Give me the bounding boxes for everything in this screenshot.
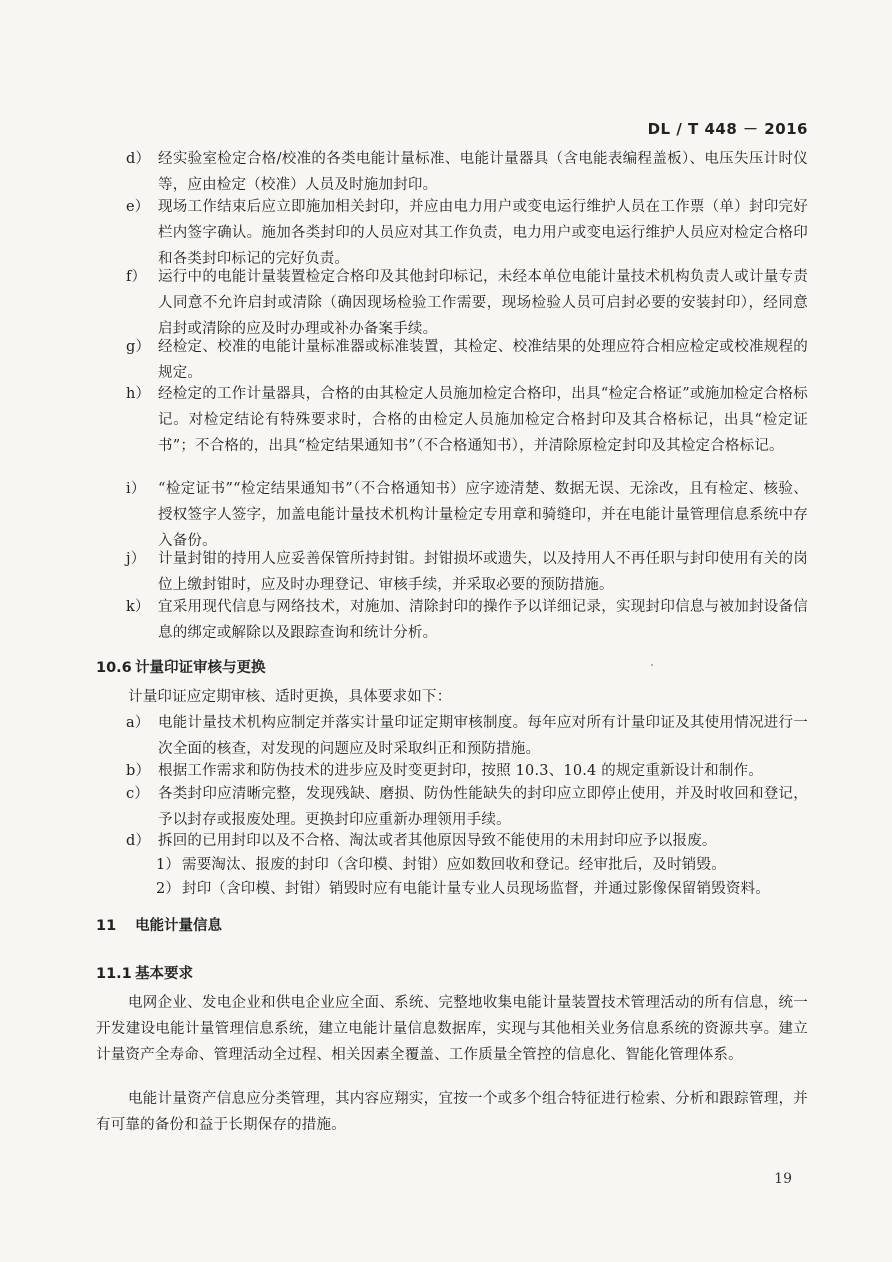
item-text: 经检定、校准的电能计量标准器或标准装置，其检定、校准结果的处理应符合相应检定或校准规程的规定。 (158, 339, 808, 381)
item-marker: d） (126, 151, 151, 167)
item-text: 电能计量技术机构应制定并落实计量印证定期审核制度。每年应对所有计量印证及其使用情况进行一次全面的核查，对发现的问题应及时采取纠正和预防措施。 (158, 715, 808, 757)
item-marker: d） (126, 833, 151, 849)
list-item (126, 710, 808, 762)
item-text: “检定证书”“检定结果通知书”（不合格通知书）应字迹清楚、数据无误、无涂改，且有检定、核验、授权签字人签字，加盖电能计量技术机构计量检定专用章和骑缝印，并在电能计量管理信息系统中存入备份。 (158, 481, 808, 549)
section-heading-11-1 (96, 962, 193, 983)
section-title: 基本要求 (135, 966, 194, 982)
item-text: 运行中的电能计量装置检定合格印及其他封印标记，未经本单位电能计量技术机构负责人或计量专责人同意不允许启封或清除（确因现场检验工作需要，现场检验人员可启封必要的安装封印），经同意启封或清除的应及时办理或补办备案手续。 (158, 269, 808, 337)
list-item (126, 146, 808, 198)
list-item (126, 381, 808, 459)
list-item (126, 194, 808, 272)
section-title: 电能计量信息 (135, 918, 223, 934)
list-item (126, 781, 808, 833)
item-marker: b） (126, 763, 151, 779)
item-marker: h） (126, 386, 151, 402)
item-text: 经实验室检定合格/校准的各类电能计量标准、电能计量器具（含电能表编程盖板）、电压失压计时仪等，应由检定（校准）人员及时施加封印。 (158, 151, 808, 193)
item-text: 计量封钳的持用人应妥善保管所持封钳。封钳损坏或遗失，以及持用人不再任职与封印使用有关的岗位上缴封钳时，应及时办理登记、审核手续，并采取必要的预防措施。 (158, 551, 808, 593)
item-text: 经检定的工作计量器具，合格的由其检定人员施加检定合格印，出具“检定合格证”或施加检定合格标记。对检定结论有特殊要求时，合格的由检定人员施加检定合格封印及其合格标记，出具“检定证书”；不合格的，出具“检定结果通知书”（不合格通知书），并清除原检定封印及其检定合格标记。 (158, 386, 808, 454)
item-text: 根据工作需求和防伪技术的进步应及时变更封印，按照 10.3、10.4 的规定重新设计和制作。 (158, 763, 763, 779)
section-number: 11.1 (96, 966, 132, 982)
item-marker: f） (126, 269, 147, 285)
section-lead: 计量印证应定期审核、适时更换，具体要求如下： (128, 689, 452, 705)
list-item (126, 828, 808, 854)
sub-item (156, 876, 806, 902)
body-paragraph: 电能计量资产信息应分类管理，其内容应翔实，宜按一个或多个组合特征进行检索、分析和跟踪管理，并有可靠的备份和益于长期保存的措施。 (96, 1091, 808, 1133)
item-marker: a） (126, 715, 150, 731)
list-item (126, 264, 808, 342)
page-number: 19 (774, 1171, 792, 1187)
item-marker: i） (126, 481, 146, 497)
section-number: 11 (96, 918, 117, 934)
sub-item-text: 封印（含印模、封钳）销毁时应有电能计量专业人员现场监督，并通过影像保留销毁资料。 (182, 881, 770, 897)
section-heading-11 (96, 914, 222, 935)
section-heading-10-6 (96, 656, 266, 677)
scan-speck (651, 664, 653, 666)
item-text: 现场工作结束后应立即施加相关封印，并应由电力用户或变电运行维护人员在工作票（单）封印完好栏内签字确认。施加各类封印的人员应对其工作负责，电力用户或变电运行维护人员应对检定合格印和各类封印标记的完好负责。 (158, 199, 808, 267)
item-text: 拆回的已用封印以及不合格、淘汰或者其他原因导致不能使用的未用封印应予以报废。 (158, 833, 717, 849)
body-paragraph: 电网企业、发电企业和供电企业应全面、系统、完整地收集电能计量装置技术管理活动的所有信息，统一开发建设电能计量管理信息系统，建立电能计量信息数据库，实现与其他相关业务信息系统的资源共享。建立计量资产全寿命、管理活动全过程、相关因素全覆盖、工作质量全管控的信息化、智能化管理体系。 (96, 995, 808, 1063)
list-item (126, 334, 808, 386)
item-text: 各类封印应清晰完整，发现残缺、磨损、防伪性能缺失的封印应立即停止使用，并及时收回和登记，予以封存或报废处理。更换封印应重新办理领用手续。 (158, 786, 808, 828)
section-title: 计量印证审核与更换 (135, 660, 266, 676)
list-item (126, 594, 808, 646)
sub-item-marker: 2） (156, 881, 181, 897)
section-number: 10.6 (96, 660, 132, 676)
item-marker: e） (126, 199, 150, 215)
list-item (126, 476, 808, 554)
item-marker: g） (126, 339, 151, 355)
sub-item (156, 852, 806, 878)
sub-item-marker: 1） (156, 857, 181, 873)
standard-code: DL / T 448 － 2016 (647, 120, 808, 138)
item-text: 宜采用现代信息与网络技术，对施加、清除封印的操作予以详细记录，实现封印信息与被加封设备信息的绑定或解除以及跟踪查询和统计分析。 (158, 599, 808, 641)
item-marker: j） (126, 551, 146, 567)
item-marker: k） (126, 599, 150, 615)
item-marker: c） (126, 786, 150, 802)
list-item (126, 546, 808, 598)
sub-item-text: 需要淘汰、报废的封印（含印模、封钳）应如数回收和登记。经审批后，及时销毁。 (182, 857, 726, 873)
